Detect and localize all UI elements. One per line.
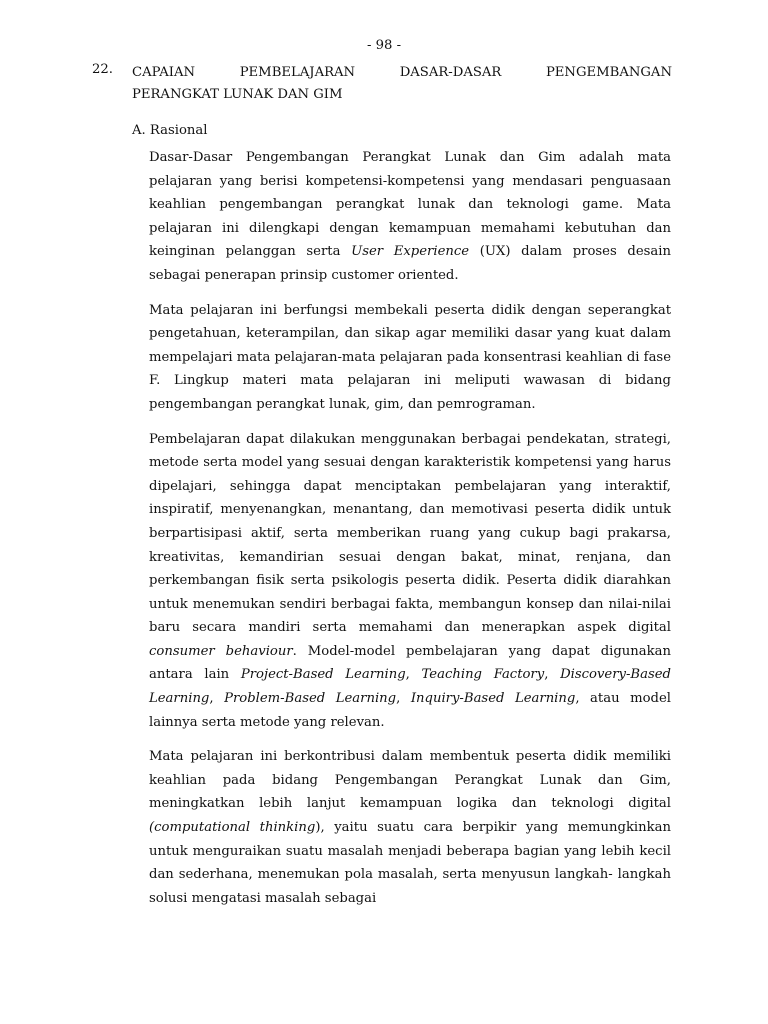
italic-term: Discovery-Based Learning [149, 667, 671, 707]
paragraph-text: , [405, 667, 422, 683]
section-title-line1 [132, 62, 672, 84]
section-title [132, 62, 672, 106]
page-number: - 98 - [366, 38, 402, 53]
paragraph-text: Mata pelajaran ini berfungsi membekali peserta didik dengan seperangkat pengetahuan, keterampilan, dan sikap agar memiliki dasar yang kuat dalam mempelajari mata pelajaran-mata pelajaran pada konsentrasi keahlian di fase F. Lingkup materi mata pelajaran ini meliputi wawasan di bidang pengembangan perangkat lunak, gim, dan pemrograman. [149, 302, 672, 412]
italic-term: Teaching Factory [421, 667, 545, 683]
italic-term: (computational thinking [149, 820, 316, 836]
paragraph-text: , [396, 691, 411, 707]
italic-term: User Experience [351, 244, 470, 260]
subsection-rasional [132, 120, 672, 921]
paragraph-text: , [544, 667, 561, 683]
paragraph-text: , [209, 691, 225, 707]
body-paragraph [149, 146, 671, 288]
subsection-body [149, 146, 671, 910]
paragraph-text: (UX) dalam proses desain sebagai penerapan prinsip customer oriented. [149, 244, 671, 283]
paragraph-text: . Model-model pembelajaran yang dapat digunakan antara lain [149, 643, 671, 683]
section-title-word: DASAR-DASAR [399, 65, 502, 80]
section-title-word: PEMBELAJARAN [239, 65, 356, 80]
section-title-word: PENGEMBANGAN [545, 65, 672, 80]
italic-term: Project-Based Learning [240, 667, 406, 683]
paragraph-text: Pembelajaran dapat dilakukan menggunakan berbagai pendekatan, strategi, metode serta model yang sesuai dengan karakteristik kompetensi yang harus dipelajari, sehingga dapat menciptakan pembelajaran yang interaktif, inspiratif, menyenangkan, menantang, dan memotivasi peserta didik untuk berpartisipasi aktif, serta memberikan ruang yang cukup bagi prakarsa, kreativitas, kemandirian sesuai dengan bakat, minat, renjana, dan perkembangan fisik serta psikologis peserta didik. Peserta didik diarahkan untuk menemukan sendiri berbagai fakta, membangun konsep dan nilai-nilai baru secara mandiri serta memahami dan menerapkan aspek digital [149, 431, 671, 636]
paragraph-text: ), yaitu suatu cara berpikir yang memungkinkan untuk menguraikan suatu masalah menjadi beberapa bagian yang lebih kecil dan sederhana, menemukan pola masalah, serta menyusun langkah- langkah solusi mengatasi masalah sebagai [149, 820, 671, 906]
italic-term: Inquiry-Based Learning [410, 691, 576, 707]
paragraph-text: , atau model lainnya serta metode yang relevan. [149, 691, 671, 730]
italic-term: consumer behaviour [149, 643, 293, 659]
paragraph-text: Mata pelajaran ini berkontribusi dalam membentuk peserta didik memiliki keahlian pada bidang Pengembangan Perangkat Lunak dan Gim, meningkatkan lebih lanjut kemampuan logika dan teknologi digital [149, 749, 671, 812]
italic-term: Problem-Based Learning [224, 691, 397, 707]
section-title-word: CAPAIAN [132, 65, 196, 80]
subsection-label: A. Rasional [132, 123, 208, 138]
section-heading [92, 62, 672, 106]
section-title-line2: PERANGKAT LUNAK DAN GIM [132, 87, 343, 102]
body-paragraph [149, 299, 671, 417]
section-number: 22. [92, 62, 113, 77]
paragraph-text: Dasar-Dasar Pengembangan Perangkat Lunak dan Gim adalah mata pelajaran yang berisi kompetensi-kompetensi yang mendasari penguasaan keahlian pengembangan perangkat lunak dan teknologi game. Mata pelajaran ini dilengkapi dengan kemampuan memahami kebutuhan dan keinginan pelanggan serta [149, 150, 671, 260]
body-paragraph [149, 428, 671, 735]
body-paragraph [149, 745, 671, 910]
